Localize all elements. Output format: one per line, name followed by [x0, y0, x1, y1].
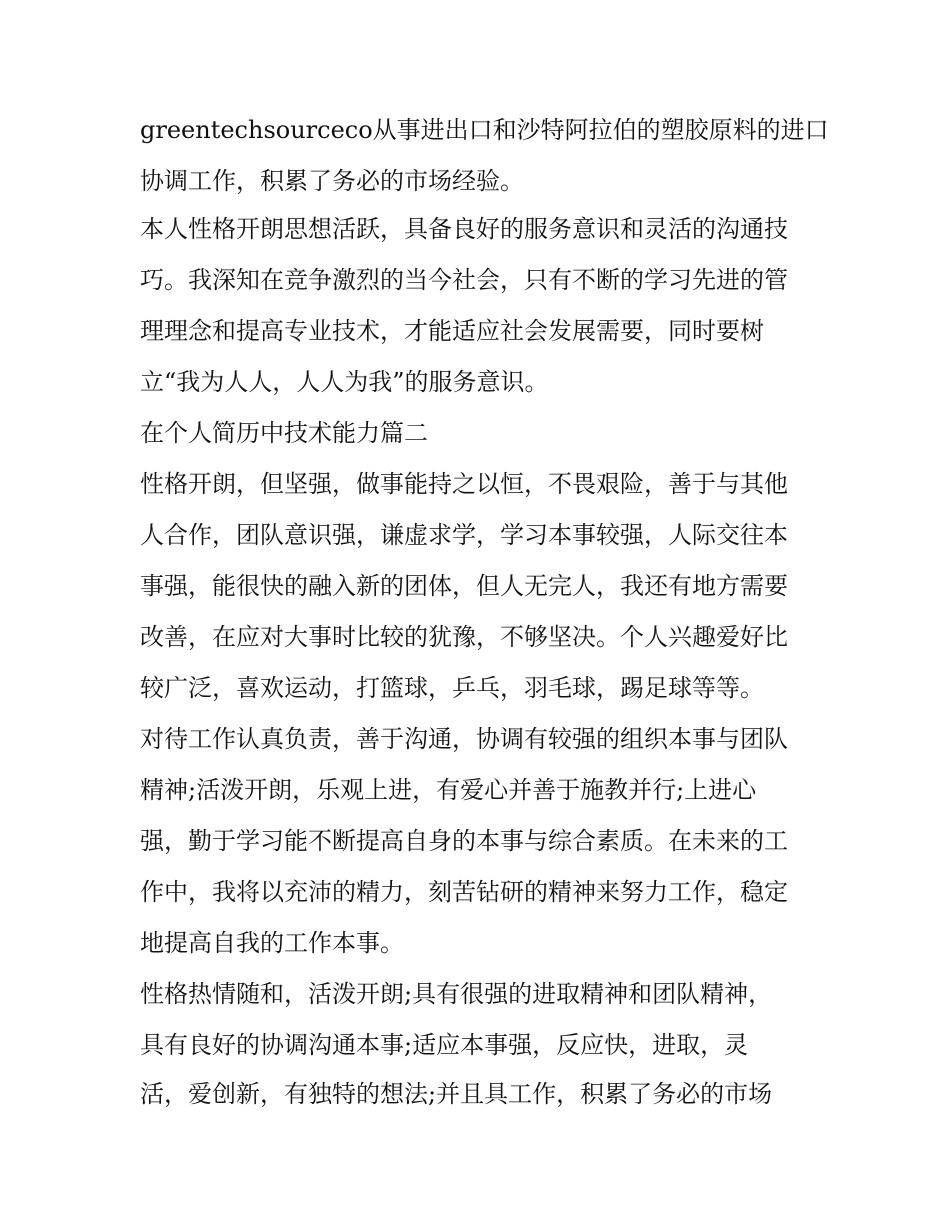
text-line: 精神;活泼开朗，乐观上进，有爱心并善于施教并行;上进心 — [140, 776, 757, 804]
text-line: 巧。我深知在竞争激烈的当今社会，只有不断的学习先进的管 — [140, 266, 788, 294]
text-line: 事强，能很快的融入新的团体，但人无完人，我还有地方需要 — [140, 572, 788, 600]
text-line: 性格开朗，但坚强，做事能持之以恒，不畏艰险，善于与其他 — [140, 470, 788, 498]
text-line: greentechsourceco从事进出口和沙特阿拉伯的塑胶原料的进口 — [140, 116, 829, 144]
text-line: 较广泛，喜欢运动，打篮球，乒乓，羽毛球，踢足球等等。 — [140, 674, 764, 702]
text-line: 理理念和提高专业技术，才能适应社会发展需要，同时要树 — [140, 317, 764, 345]
text-line: 人合作，团队意识强，谦虚求学，学习本事较强，人际交往本 — [140, 521, 788, 549]
text-line: 协调工作，积累了务必的市场经验。 — [140, 167, 524, 195]
text-line: 改善，在应对大事时比较的犹豫，不够坚决。个人兴趣爱好比 — [140, 623, 788, 651]
text-line: 具有良好的协调沟通本事;适应本事强，反应快，进取，灵 — [140, 1031, 749, 1059]
text-line: 本人性格开朗思想活跃，具备良好的服务意识和灵活的沟通技 — [140, 215, 788, 243]
text-line: 强，勤于学习能不断提高自身的本事与综合素质。在未来的工 — [140, 827, 788, 855]
text-line: 活，爱创新，有独特的想法;并且具工作，积累了务必的市场 — [140, 1080, 773, 1108]
section-heading: 在个人简历中技术能力篇二 — [140, 419, 428, 447]
text-line: 性格热情随和，活泼开朗;具有很强的进取精神和团队精神， — [140, 980, 773, 1008]
text-line: 对待工作认真负责，善于沟通，协调有较强的组织本事与团队 — [140, 725, 788, 753]
text-line: 地提高自我的工作本事。 — [140, 929, 404, 957]
text-line: 立“我为人人，人人为我”的服务意识。 — [140, 368, 549, 396]
text-line: 作中，我将以充沛的精力，刻苦钻研的精神来努力工作，稳定 — [140, 878, 788, 906]
